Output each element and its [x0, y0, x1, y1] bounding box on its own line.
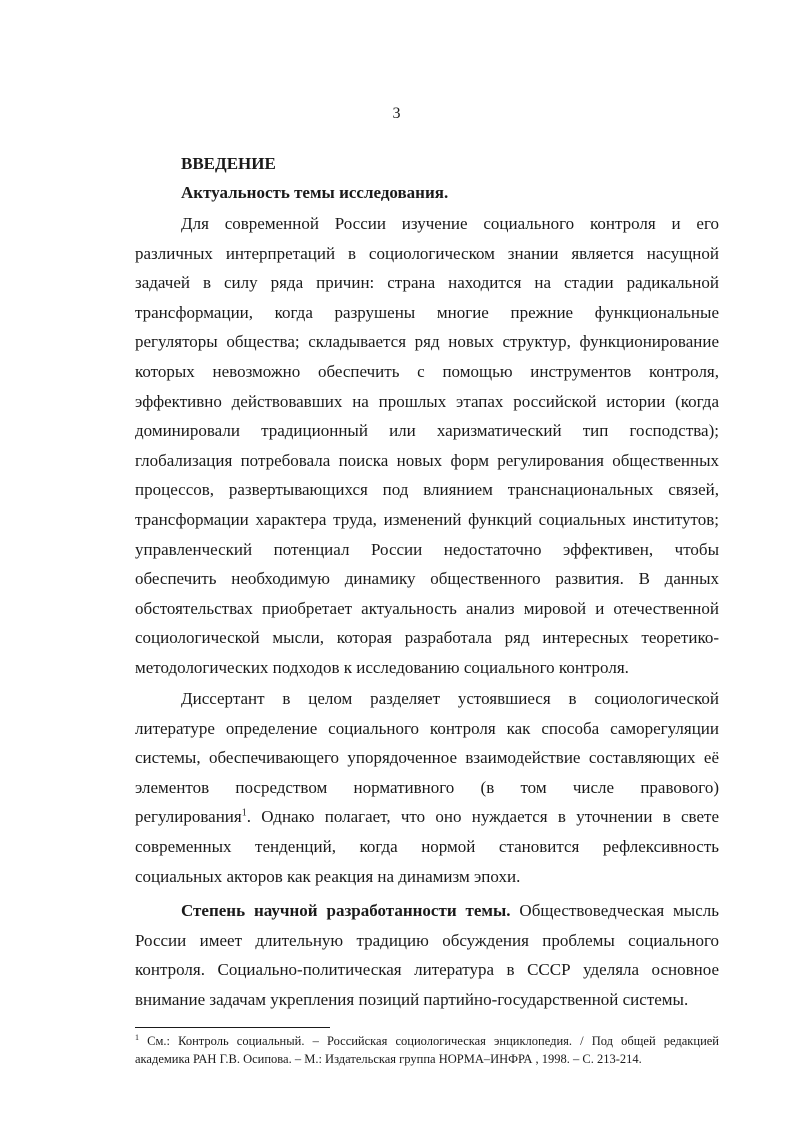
paragraph-definition	[135, 684, 719, 891]
text-line: трансформации, когда разрушены многие прежние функциональные	[135, 302, 719, 322]
text-line	[135, 896, 719, 926]
text-line: трансформации характера труда, изменений функций социальных институтов;	[135, 509, 719, 529]
text-line: различных интерпретаций в социологическом знании является насущной	[135, 243, 719, 263]
footnote-reference[interactable]: 1	[241, 807, 247, 819]
paragraph-degree-of-study	[135, 896, 719, 1014]
text-line: внимание задачам укрепления позиций партийно-государственной системы.	[135, 989, 689, 1009]
text-line: процессов, развертывающихся под влиянием транснациональных связей,	[135, 480, 719, 500]
text-line: социальных акторов как реакция на динамизм эпохи.	[135, 866, 521, 886]
section-heading: ВВЕДЕНИЕ	[181, 154, 276, 173]
footnote-line	[135, 1032, 719, 1050]
footnote-number: 1	[135, 1032, 139, 1042]
text-line: Диссертант в целом разделяет устоявшиеся в социологической	[181, 689, 719, 708]
text-line: обстоятельствах приобретает актуальность анализ мировой и отечественной	[135, 598, 719, 618]
text-line: России имеет длительную традицию обсуждения проблемы социального	[135, 930, 719, 950]
subsection-heading: Актуальность темы исследования.	[181, 183, 449, 202]
text-line: доминировали традиционный или харизматический тип господства);	[135, 421, 719, 441]
text-line: социологической мысли, которая разработала ряд интересных теоретико-	[135, 628, 719, 648]
text-line: эффективно действовавших на прошлых этапах российской истории (когда	[135, 391, 719, 411]
text-fragment: Обществоведческая мысль	[510, 901, 719, 920]
text-line: обеспечить необходимую динамику общественного развития. В данных	[135, 569, 719, 589]
footnote-separator	[135, 1027, 330, 1028]
paragraph-relevance	[135, 209, 719, 683]
footnote	[135, 1032, 719, 1068]
text-line: литературе определение социального контроля как способа саморегуляции	[135, 718, 719, 738]
text-line: Для современной России изучение социального контроля и его	[181, 214, 719, 233]
footnote-text: См.: Контроль социальный. – Российская социологическая энциклопедия. / Под общей редакцией	[139, 1034, 719, 1048]
text-line: современных тенденций, когда нормой становится рефлексивность	[135, 836, 719, 856]
text-fragment: . Однако полагает, что оно нуждается в уточнении в свете	[246, 807, 719, 827]
footnote-line: академика РАН Г.В. Осипова. – М.: Издательская группа НОРМА–ИНФРА , 1998. – С. 213-214.	[135, 1052, 642, 1066]
text-line: контроля. Социально-политическая литература в СССР уделяла основное	[135, 960, 719, 980]
text-line: регуляторы общества; складывается ряд новых структур, функционирование	[135, 332, 719, 352]
page-number: 3	[392, 105, 401, 122]
text-line: задачей в силу ряда причин: страна находится на стадии радикальной	[135, 273, 719, 293]
text-line: глобализация потребовала поиска новых форм регулирования общественных	[135, 450, 719, 470]
text-line: системы, обеспечивающего упорядоченное взаимодействие составляющих её	[135, 748, 719, 768]
bold-lead: Степень научной разработанности темы.	[181, 901, 511, 920]
text-line: которых невозможно обеспечить с помощью инструментов контроля,	[135, 361, 719, 381]
text-line: элементов посредством нормативного (в том числе правового)	[135, 777, 719, 797]
text-fragment: регулирования	[135, 807, 242, 827]
text-line: методологических подходов к исследованию социального контроля.	[135, 657, 629, 677]
text-line: управленческий потенциал России недостаточно эффективен, чтобы	[135, 539, 719, 559]
text-line	[135, 802, 719, 832]
